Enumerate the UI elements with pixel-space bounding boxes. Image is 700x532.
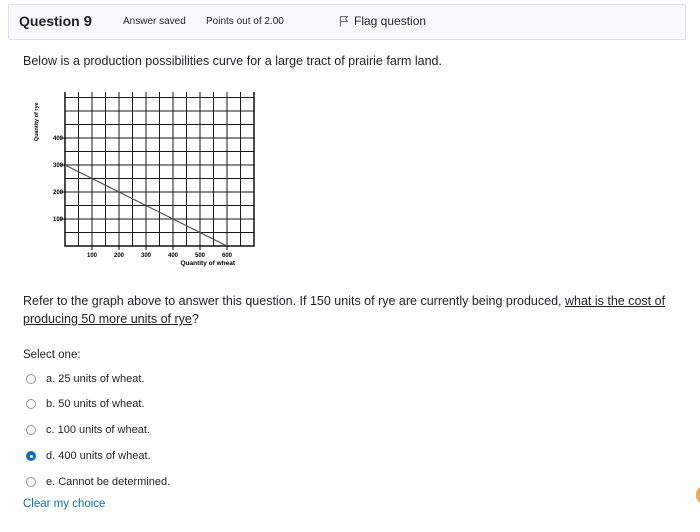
answer-option[interactable] [26,424,150,436]
graph-question-underlined: what is the cost of producing 50 more units of rye [23,294,666,326]
y-tick-label: 300 [52,163,63,169]
x-axis-label: Quantity of wheat [180,260,235,267]
points-info: Points out of 2.00 [206,16,284,27]
radio-button[interactable] [26,399,36,409]
y-axis-label: Quantity of rye [34,102,40,142]
question-info-bar [8,4,686,40]
flag-question-label: Flag question [354,14,427,28]
x-tick-label: 300 [140,253,152,259]
chart-grid [65,92,254,246]
answer-label: c. 100 units of wheat. [46,424,150,436]
select-one-label: Select one: [23,349,81,361]
x-tick-label: 600 [221,253,233,259]
y-tick-label: 400 [52,136,63,142]
radio-button[interactable] [26,425,36,435]
radio-button[interactable] [26,477,36,487]
production-possibilities-graph [28,92,268,272]
answer-label: b. 50 units of wheat. [46,398,145,410]
answer-label: d. 400 units of wheat. [46,450,151,462]
x-tick-label: 500 [194,253,206,259]
graph-question [23,292,683,328]
answer-status: Answer saved [123,16,186,27]
answer-option[interactable] [26,373,144,385]
y-tick-label: 200 [52,190,63,196]
question-number: 9 [83,13,92,30]
radio-button[interactable] [26,374,36,384]
flag-question-link[interactable] [339,14,426,28]
y-tick-label: 100 [52,217,63,223]
graph-question-lead: Refer to the graph above to answer this question. If 150 units of rye are currently being produced, [23,294,565,308]
question-label: Question [19,13,80,29]
x-tick-label: 400 [167,253,179,259]
answer-label: a. 25 units of wheat. [46,373,145,385]
x-tick-label: 100 [86,253,98,259]
edge-tab[interactable] [696,486,700,504]
radio-button-selected[interactable] [26,451,36,461]
x-tick-label: 200 [113,253,125,259]
answer-option[interactable] [26,450,151,462]
answer-option[interactable] [26,398,144,410]
answer-option[interactable] [26,476,170,488]
clear-my-choice-link[interactable]: Clear my choice [23,498,106,510]
question-title [19,13,92,30]
flag-icon [339,15,349,27]
question-text: Below is a production possibilities curve for a large tract of prairie farm land. [23,54,442,68]
answer-label: e. Cannot be determined. [46,476,171,488]
graph-question-tail: ? [191,312,199,326]
